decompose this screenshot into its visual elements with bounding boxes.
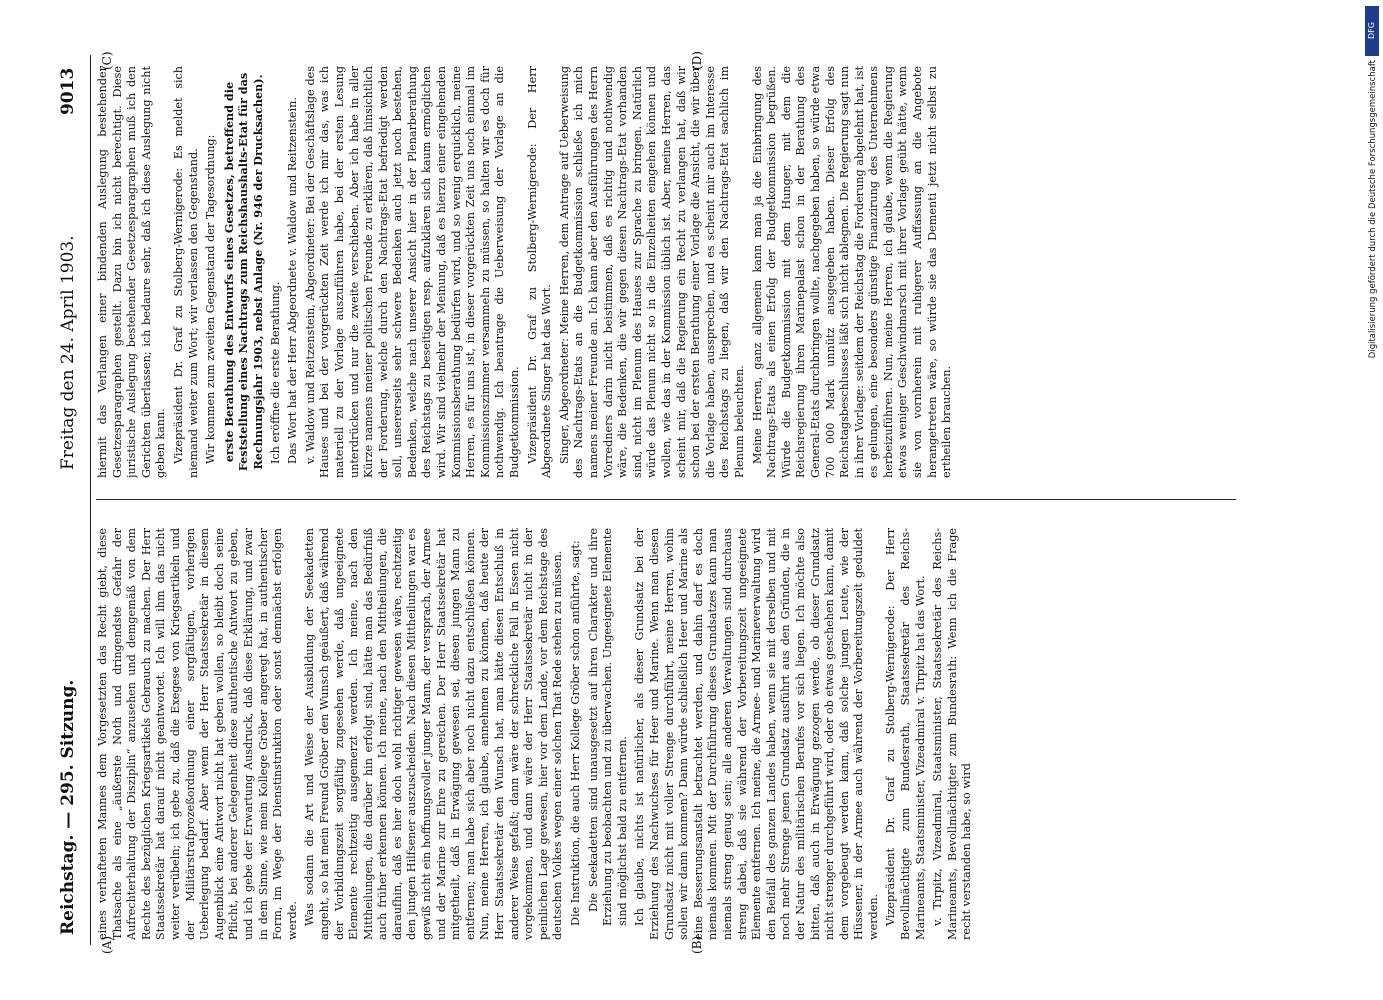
margin-marker-a: (A) bbox=[100, 935, 114, 954]
speaker-paragraph: Vizepräsident Dr. Graf zu Stolberg-Wernigerode: Der Herr Abgeordnete Singer hat das Wort. bbox=[525, 66, 554, 478]
paragraph: Wir kommen zum zweiten Gegenstand der Tagesordnung: bbox=[204, 134, 218, 464]
speaker-paragraph: v. Waldow und Reitzenstein, Abgeordneter: Bei der Geschäftslage des Hauses und bei der vorgerückten Zeit werde ich mir das, was ich materiell zu der Vorlage auszuführen habe, bei der ersten Lesung unterdrücken und nur die zweite verschieben. Aber ich habe in aller Kürze namens meiner politischen Freunde zu erklären, daß hinsichtlich der Forderung, welche durch den Nachtrags-Etat befriedigt werden soll, unsererseits sehr schwere Bedenken auch jetzt noch bestehen, Bedenken, welche nach unserer Ansicht hier in der Plenarberathung des Reichstags zu beseitigen resp. aufzuklären sich kaum ermöglichen wird. Wir sind vielmehr der Meinung, daß es hierzu einer eingehenden Kommissionsberathung bedürfen wird, und so wenig erquicklich, meine Herren, es für uns ist, in dieser vorgerückten Zeit uns noch einmal im Kommissionszimmer versammeln zu müssen, so halten wir es doch für nothwendig. Ich beantrage die Ueberweisung der Vorlage an die Budgetkommission. bbox=[303, 66, 522, 478]
paragraph: Das Wort hat der Herr Abgeordnete v. Waldow und Reitzenstein. bbox=[286, 97, 300, 464]
column-rule bbox=[96, 499, 1236, 500]
paragraph: Meine Herren, ganz allgemein kann man ja die Einbringung des Nachtrags-Etats als einen Erfolg der Budgetkommission begrüßen. Würde die Budgetkommission mit dem Hunger, mit dem die Reichsregierung ihren Marinepalast schon in der Berathung des General-Etats durchbringen wollte, nachgegeben haben, so würde etwa 700 000 Mark unnütz ausgegeben haben. Dieser Erfolg des Reichstagsbeschlusses läßt sich nicht ablegnen. Die Regierung sagt nun in ihrer Vorlage: seitdem der Reichstag die Forderung abgelehnt hat, ist es gelungen, eine besonders günstige Finanzirung des Unternehmens herbeizuführen. Nun, meine Herren, ich glaube, wenn die Regierung etwas weniger Geschwindmarsch mit ihrer Vorlage geübt hätte, wenn sie von vornherein mit ruhigerer Auffassung an die Angebote herangetreten wäre, so würde sie das Dementi jetzt nicht selbst zu ertheilen brauchen. bbox=[750, 66, 954, 478]
margin-marker-c: (C) bbox=[100, 51, 114, 70]
agenda-item: erste Berathung des Entwurfs eines Gesetzes, betreffend die Feststellung eines Nachtrags zum Reichshaushalts-Etat für das Rechnungsjahr 1903, nebst Anlage (Nr. 946 der Drucksachen). bbox=[221, 72, 265, 472]
dfg-logo: DFG bbox=[1365, 6, 1379, 56]
right-column bbox=[96, 66, 958, 478]
speaker-paragraph: Vizepräsident Dr. Graf zu Stolberg-Wernigerode: Der Herr Bevollmächtigte zum Bundesrath, Staatssekretär des Reichs-Marineamts, Staatsminister, Vizeadmiral v. Tirpitz hat das Wort. bbox=[884, 528, 927, 940]
left-column bbox=[96, 528, 978, 940]
header-page-number: 9013 bbox=[58, 67, 78, 115]
paragraph: hiermit das Verlangen einer bindenden Auslegung bestehender Gesetzesparagraphen gestellt. Dazu bin ich nicht berechtigt. Diese juristische Auslegung bestehender Gesetzesparagraphen muß ich den Gerichten überlassen; ich bedaure sehr, daß ich diese Auslegung nicht geben kann. bbox=[96, 66, 168, 478]
paragraph: Die Instruktion, die auch Herr Kollege Gröber schon anführte, sagt: bbox=[569, 540, 582, 926]
speaker-paragraph: Singer, Abgeordneter: Meine Herren, dem Antrage auf Ueberweisung des Nachtrags-Etats an die Budgetkommission schließe ich mich namens meiner Freunde an. Ich kann aber den Ausführungen des Herrn Vorredners darin nicht beistimmen, daß es richtig und nothwendig wäre, die Bedenken, die wir gegen diesen Nachtrags-Etat vorhanden sind, nicht im Plenum des Hauses zur Sprache zu bringen. Natürlich würde das Plenum nicht so in die Einzelheiten eingehen können und wollen, wie das in der Kommission üblich ist. Aber, meine Herren, das scheint mir, daß die Regierung ein Recht zu verlangen hat, daß wir schon bei der ersten Berathung einer Vorlage die Ansicht, die wir über die Vorlage haben, aussprechen, und es scheint mir auch im Interesse des Reichstags zu liegen, daß wir den Nachtrags-Etat sachlich im Plenum beleuchten. bbox=[557, 66, 746, 478]
header-session: Reichstag. — 295. Sitzung. bbox=[58, 679, 78, 935]
paragraph: Was sodann die Art und Weise der Ausbildung der Seekadetten angeht, so hat mein Freund Gröber den Wunsch geäußert, daß während der Vorbildungszeit sorgfältig zugesehen werde, daß ungeeignete Elemente rechtzeitig ausgemerzt werden. Ich meine, nach den Mittheilungen, die darüber hin erfolgt sind, hätte man das Bedürfniß auch früher erkennen können. Ich meine, nach den Mittheilungen, die daraufhin, daß es hier doch wohl richtiger gewesen wäre, rechtzeitig den jungen Hilfsener auszuscheiden. Nach diesen Mittheilungen war es gewiß nicht ein hoffnungsvoller junger Mann, der versprach, der Armee und der Marine zur Ehre zu gereichen. Der Herr Staatssekretär hat mitgetheilt, daß in Erwägung gewesen sei, diesen jungen Mann zu entfernen; man habe sich aber noch nicht dazu entschließen können. Nun, meine Herren, ich glaube, annehmen zu können, daß heute der Herr Staatssekretär den Wunsch hat, man hätte diesen Entschluß in anderer Weise gefaßt; dann wäre der schreckliche Fall in Essen nicht vorgekommen, und dann wäre der Herr Staatssekretär nicht in der peinlichen Lage gewesen, hier vor dem Lande, vor dem Reichstage des deutschen Volkes wegen einer solchen That Rede stehen zu müssen. bbox=[303, 528, 565, 940]
header-rule bbox=[90, 55, 91, 945]
margin-marker-d: (D) bbox=[690, 51, 704, 70]
speaker-paragraph: Vizepräsident Dr. Graf zu Stolberg-Wernigerode: Es meldet sich niemand weiter zum Wort; wir verlassen den Gegenstand. bbox=[171, 66, 200, 478]
digitization-note: Digitalisierung gefördert durch die Deutsche Forschungsgemeinschaft bbox=[1368, 60, 1378, 359]
paragraph: eines verhafteten Mannes dem Vorgesetzten das Recht giebt, diese Thatsache als eine „äußerste Noth und dringendste Gefahr der Aufrechterhaltung der Disziplin“ anzusehen und demgemäß von dem Rechte des bezüglichen Kriegsartikels Gebrauch zu machen. Der Herr Staatssekretär hat darauf nicht geantwortet. Ich will ihm das nicht weiter verübeln; ich gebe zu, daß die Exegese von Kriegsartikeln und der Militärstrafprozeßordnung einer sorgfältigen, vorherigen Ueberlegung bedarf. Aber wenn der Herr Staatssekretär in diesem Augenblick eine Antwort nicht hat geben wollen, so bleibt doch seine Pflicht, bei anderer Gelegenheit diese authentische Antwort zu geben, und ich gebe der Erwartung Ausdruck, daß diese Erklärung, und zwar in dem Sinne, wie mein Kollege Gröber angeregt hat, in authentischer Form, im Wege der Dienstinstruktion oder sonst demnächst erfolgen werde. bbox=[96, 528, 299, 940]
quote: Die Seekadetten sind unausgesetzt auf ihren Charakter und ihre Erziehung zu beobachten und zu überwachen. Ungeeignete Elemente sind möglichst bald zu entfernen. bbox=[586, 528, 629, 926]
header-date: Freitag den 24. April 1903. bbox=[58, 235, 78, 470]
speaker-paragraph: v. Tirpitz, Vizeadmiral, Staatsminister, Staatssekretär des Reichs-Marineamts, Bevollmächtigter zum Bundesrath: Wenn ich die Frage recht verstanden habe, so wird bbox=[931, 528, 974, 940]
margin-marker-b: (B) bbox=[690, 935, 704, 954]
paragraph: Ich eröffne die erste Berathung. bbox=[268, 281, 282, 464]
paragraph: Ich glaube, nichts ist natürlicher, als dieser Grundsatz bei der Erziehung des Nachwuchses für Heer und Marine. Wenn man diesen Grundsatz nicht mit voller Strenge durchführt, meine Herren, wohin sollen wir dann kommen? Dann würde schließlich Heer und Marine als eine Besserungsanstalt betrachtet werden, und dahin darf es doch niemals kommen. Mit der Durchführung dieses Grundsatzes kann man niemals streng genug sein; alle anderen Verwaltungen sind durchaus streng dabei, daß sie während der Vorbereitungszeit ungeeignete Elemente entfernen. Ich meine, die Armee- und Marineverwaltung wird den Beifall des ganzen Landes haben, wenn sie mit derselben und mit noch mehr Strenge jenen Grundsatz ausführt aus den Gründen, die in der Natur des militärischen Berufes vor sich liegen. Ich möchte also bitten, daß auch in Erwägung gezogen werde, ob dieser Grundsatz nicht strenger durchgeführt wird, oder ob etwas geschehen kann, damit dem vorgebeugt werden kann, daß solche jungen Leute, wie der Hüssener, in der Armee auch während der Vorbereitungszeit geduldet werden. bbox=[633, 528, 880, 940]
